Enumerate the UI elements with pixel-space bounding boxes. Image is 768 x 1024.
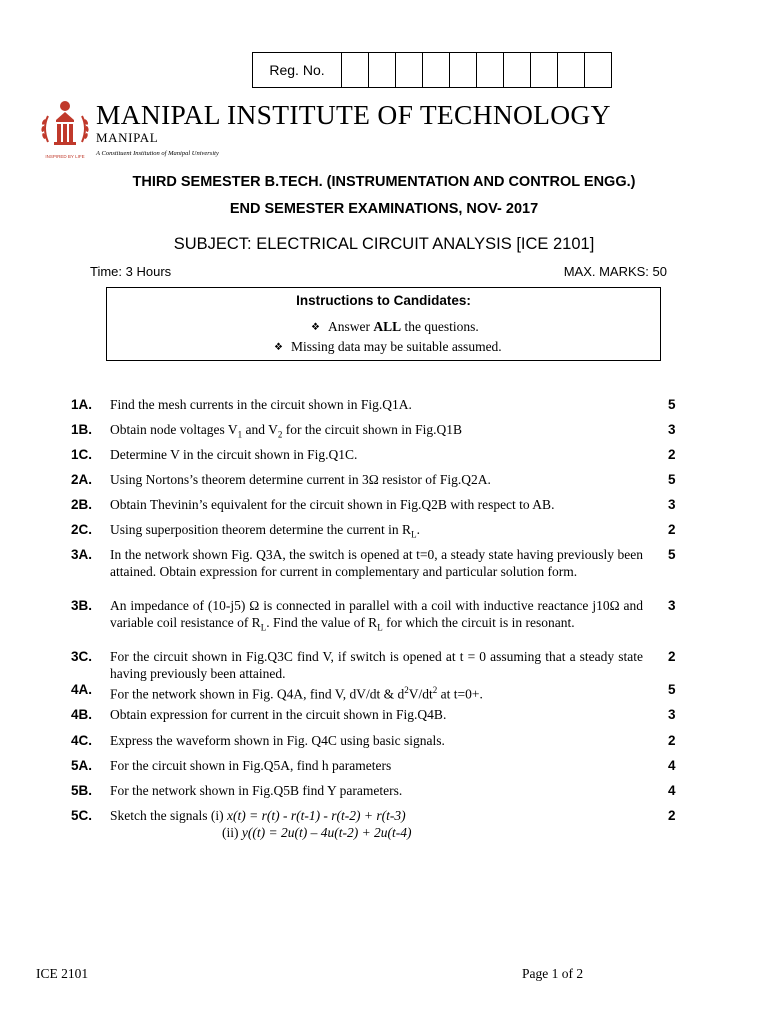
question-text-line2: (ii) y((t) = 2u(t) – 4u(t-2) + 2u(t-4) bbox=[222, 825, 412, 840]
question-marks: 3 bbox=[668, 707, 676, 722]
question-marks: 3 bbox=[668, 598, 676, 613]
question-text: For the network shown in Fig.Q5B find Y parameters. bbox=[110, 783, 403, 798]
question-number: 4C. bbox=[71, 733, 93, 748]
question-marks: 3 bbox=[668, 422, 676, 437]
question-marks: 5 bbox=[668, 397, 676, 412]
signal-equation: y((t) = 2u(t) – 4u(t-2) + 2u(t-4) bbox=[241, 825, 412, 840]
question-number: 2B. bbox=[71, 497, 93, 512]
question-text: An impedance of (10-j5) Ω is connected in parallel with a coil with inductive reactance j10Ω and variable coil resistance of $R_L$. Find the value of $R_L$ for which the circuit is in resonant. bbox=[110, 598, 643, 633]
question-text: Obtain Thevinin’s equivalent for the circuit shown in Fig.Q2B with respect to AB. bbox=[110, 497, 555, 512]
reg-cell bbox=[396, 53, 423, 87]
institute-name: MANIPAL INSTITUTE OF TECHNOLOGY bbox=[96, 99, 611, 130]
exam-title-semester: THIRD SEMESTER B.TECH. (INSTRUMENTATION AND CONTROL ENGG.) bbox=[132, 174, 636, 190]
question-number: 5C. bbox=[71, 808, 93, 823]
footer-course-code: ICE 2101 bbox=[36, 966, 89, 981]
question-text: For the circuit shown in Fig.Q5A, find h parameters bbox=[110, 758, 392, 773]
exam-title-session: END SEMESTER EXAMINATIONS, NOV- 2017 bbox=[229, 201, 539, 217]
question-text: Obtain expression for current in the circuit shown in Fig.Q4B. bbox=[110, 707, 447, 722]
question-number: 3B. bbox=[71, 598, 93, 613]
logo-text: INSPIRED BY LIFE bbox=[45, 154, 85, 159]
institute-logo bbox=[36, 98, 94, 164]
exam-max-marks: MAX. MARKS: 50 bbox=[563, 264, 667, 279]
reg-cell bbox=[342, 53, 369, 87]
question-number: 1A. bbox=[71, 397, 93, 412]
reg-cell bbox=[558, 53, 585, 87]
question-number: 5B. bbox=[71, 783, 93, 798]
instructions-heading: Instructions to Candidates: bbox=[296, 293, 471, 308]
diamond-bullet-icon: ❖ bbox=[311, 322, 320, 333]
question-marks: 2 bbox=[668, 733, 676, 748]
exam-subject: SUBJECT: ELECTRICAL CIRCUIT ANALYSIS [ICE 2101] bbox=[173, 235, 595, 253]
reg-cell bbox=[477, 53, 504, 87]
question-text: For the circuit shown in Fig.Q3C find V, if switch is opened at t = 0 assuming that a steady state having previously been attained. bbox=[110, 649, 643, 681]
diamond-bullet-icon: ❖ bbox=[274, 342, 283, 353]
institute-tagline: A Constituent Institution of Manipal University bbox=[96, 150, 219, 157]
question-text: For the network shown in Fig. Q4A, find V, dV/dt & $d^2V/dt^2$ at t=0+. bbox=[110, 685, 483, 702]
reg-cell bbox=[369, 53, 396, 87]
instructions-box bbox=[106, 287, 661, 361]
institute-location: MANIPAL bbox=[96, 130, 159, 145]
question-marks: 2 bbox=[668, 649, 676, 664]
question-number: 1B. bbox=[71, 422, 93, 437]
instruction-emphasis: ALL bbox=[373, 319, 402, 334]
footer-page-number: Page 1 of 2 bbox=[522, 966, 584, 981]
question-text: Sketch the signals (i) x(t) = r(t) - r(t-1) - r(t-2) + r(t-3) bbox=[110, 808, 406, 823]
instruction-text: Answer bbox=[327, 319, 374, 334]
question-marks: 2 bbox=[668, 808, 676, 823]
question-text: Obtain node voltages $V_1$ and $V_2$ for the circuit shown in Fig.Q1B bbox=[110, 422, 462, 440]
reg-number-label: Reg. No. bbox=[253, 53, 342, 87]
question-marks: 2 bbox=[668, 522, 676, 537]
signal-equation: x(t) = r(t) - r(t-1) - r(t-2) + r(t-3) bbox=[226, 808, 406, 823]
reg-cell bbox=[585, 53, 611, 87]
question-text: Express the waveform shown in Fig. Q4C using basic signals. bbox=[110, 733, 445, 748]
question-text: Find the mesh currents in the circuit shown in Fig.Q1A. bbox=[110, 397, 412, 412]
question-number: 2A. bbox=[71, 472, 93, 487]
question-marks: 5 bbox=[668, 682, 676, 697]
question-marks: 2 bbox=[668, 447, 676, 462]
question-number: 4B. bbox=[71, 707, 93, 722]
reg-cell bbox=[423, 53, 450, 87]
question-marks: 4 bbox=[668, 758, 676, 773]
question-number: 3A. bbox=[71, 547, 93, 562]
reg-cell bbox=[450, 53, 477, 87]
instruction-text: Missing data may be suitable assumed. bbox=[290, 339, 502, 354]
question-marks: 5 bbox=[668, 547, 676, 562]
exam-time: Time: 3 Hours bbox=[90, 264, 172, 279]
question-number: 1C. bbox=[71, 447, 93, 462]
reg-number-box bbox=[252, 52, 612, 88]
question-number: 2C. bbox=[71, 522, 93, 537]
reg-cell bbox=[504, 53, 531, 87]
question-marks: 5 bbox=[668, 472, 676, 487]
question-number: 4A. bbox=[71, 682, 93, 697]
question-number: 5A. bbox=[71, 758, 93, 773]
question-number: 3C. bbox=[71, 649, 93, 664]
question-text: Using Nortons’s theorem determine current in 3Ω resistor of Fig.Q2A. bbox=[110, 472, 491, 487]
question-text: In the network shown Fig. Q3A, the switch is opened at t=0, a steady state having previously been attained. Obtain expression for current in complementary and particular solution form. bbox=[110, 547, 643, 579]
question-text: Determine V in the circuit shown in Fig.Q1C. bbox=[110, 447, 358, 462]
question-marks: 4 bbox=[668, 783, 676, 798]
question-text: Using superposition theorem determine the current in $R_L$. bbox=[110, 522, 420, 540]
instruction-text: the questions. bbox=[401, 319, 479, 334]
question-marks: 3 bbox=[668, 497, 676, 512]
reg-cell bbox=[531, 53, 558, 87]
instruction-item bbox=[311, 319, 479, 335]
instruction-item bbox=[274, 339, 502, 355]
